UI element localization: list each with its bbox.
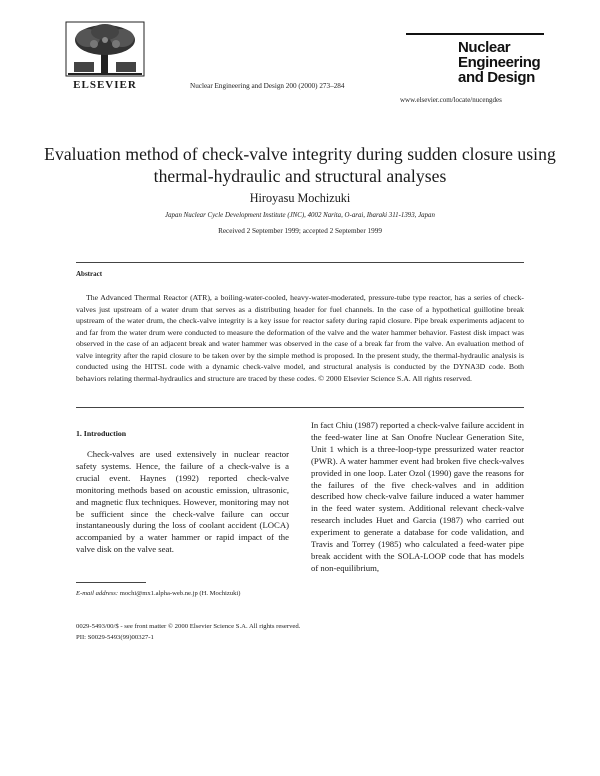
journal-url[interactable]: www.elsevier.com/locate/nucengdes bbox=[400, 96, 502, 104]
publisher-name: ELSEVIER bbox=[73, 79, 137, 91]
left-column-text: Check-valves are used extensively in nuclear reactor safety systems. Hence, the failure of a check-valve is a crucial event. Haynes (1992) reported check-valve monitoring methods based on acoustic emission, ultrasonic, and magnetic flux techniques. However, monitoring may not be sufficient since the check-valve failure can occur instantaneously during the loss of coolant accident (LOCA) accompanied by a water hammer or rapid impact of the valve disk on the valve seat. bbox=[76, 449, 289, 555]
article-title: Evaluation method of check-valve integrity during sudden closure using thermal-hydraulic and structural analyses bbox=[44, 144, 556, 186]
abstract-bottom-rule bbox=[76, 407, 524, 408]
abstract-top-rule bbox=[76, 262, 524, 263]
abstract-heading: Abstract bbox=[76, 270, 103, 278]
abstract-body: The Advanced Thermal Reactor (ATR), a boiling-water-cooled, heavy-water-moderated, pressure-tube type reactor, has a series of check-valves just upstream of a water drum that serves as a distributing header for fuel channels. In the case of a hypothetical guillotine break upstream of the water drum, the check-valve integrity is a key issue for reactor safety during rapid closure. Pipe break experiments adjacent to and far from the water drum were conducted to measure the deformation of the valve and the water hammer behavior. Fastest disk impact was observed in the case of an adjacent break and water hammer was observed in the case of a break far from the valve. An evaluation method of valve integrity after the rapid closure to be taken over by the simple method is proposed. In the present study, the thermal-hydraulic analysis is conducted using the HITSL code with a dynamic check-valve model, and structural analysis is conducted by the DYNA3D code. Both behaviors relating thermal-hydraulics and structure are traced by these codes. © 2000 Elsevier Science S.A. All rights reserved. bbox=[76, 293, 524, 383]
footnote-rule bbox=[76, 582, 146, 583]
journal-citation: Nuclear Engineering and Design 200 (2000) 273–284 bbox=[190, 82, 345, 90]
footnote bbox=[76, 588, 289, 599]
section-heading: 1. Introduction bbox=[76, 429, 127, 438]
footnote-email[interactable]: mochi@mx1.alpha-web.ne.jp (H. Mochizuki) bbox=[119, 590, 241, 597]
received-dates: Received 2 September 1999; accepted 2 September 1999 bbox=[218, 227, 382, 235]
journal-logo-line: and Design bbox=[458, 69, 535, 86]
author-name: Hiroyasu Mochizuki bbox=[249, 191, 351, 205]
journal-logo bbox=[406, 33, 544, 91]
pii-line: PII: S0029-5493(99)00327-1 bbox=[76, 634, 154, 641]
footnote-label: E-mail address: bbox=[76, 590, 119, 597]
journal-logo-line: Engineering bbox=[458, 54, 541, 71]
journal-logo-line: Nuclear bbox=[458, 39, 511, 56]
right-column-text: In fact Chiu (1987) reported a check-valve failure accident in the feed-water line at San Onofre Nuclear Generation Site, Unit 1 which is a three-loop-type pressurized water reactor (PWR). A water hammer event had broken five check-valves provided in one loop. Later Ozol (1990) gave the reasons for the failures of the five check-valves and in addition described how check-valve failure induced a water hammer in the feed water system. Additional relevant check-valve research includes Huet and Garcia (1987) who carried out experiment to generate a database for code validation, and Travis and Torrey (1985) who calculated a feed-water pipe break accident with the SOLA-LOOP code that has models of non-equilibrium, bbox=[311, 420, 524, 573]
elsevier-tree-logo bbox=[64, 20, 146, 78]
author-affiliation: Japan Nuclear Cycle Development Institute (JNC), 4002 Narita, O-arai, Ibaraki 311-1393, Japan bbox=[165, 212, 435, 219]
copyright-line: 0029-5493/00/$ - see front matter © 2000 Elsevier Science S.A. All rights reserved. bbox=[76, 623, 301, 630]
